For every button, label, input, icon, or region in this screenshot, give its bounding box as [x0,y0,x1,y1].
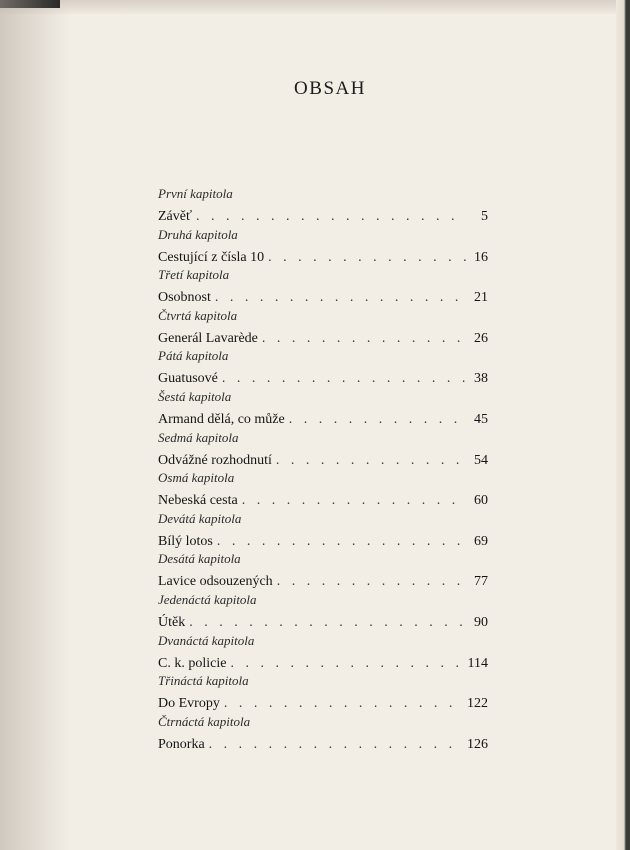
page-right-edge [616,0,630,850]
toc-line [158,650,488,673]
dot-leader [262,330,466,348]
toc-line [158,365,488,388]
chapter-title: Lavice odsouzených [158,574,273,590]
chapter-label: Sedmá kapitola [158,429,239,445]
toc-line [158,528,488,551]
toc-line [158,244,488,267]
chapter-title: Armand dělá, co může [158,411,285,427]
toc-entry [158,633,488,674]
toc-line [158,568,488,591]
dot-leader [189,614,466,632]
dot-leader [242,492,466,510]
page-number: 122 [467,696,488,712]
dot-leader [217,533,466,551]
chapter-label: Třetí kapitola [158,267,230,283]
toc-entry [158,511,488,552]
page-number: 26 [474,330,488,346]
dot-leader [268,249,466,267]
toc-line [158,690,488,713]
dot-leader [215,289,466,307]
page-number: 60 [474,493,488,509]
chapter-label: Třináctá kapitola [158,673,249,689]
page-number: 77 [474,574,488,590]
page-number: 54 [474,452,488,468]
page-number: 126 [467,736,488,752]
dot-leader [276,452,466,470]
chapter-label: Šestá kapitola [158,388,232,404]
chapter-label: Osmá kapitola [158,470,235,486]
toc-entry [158,714,488,755]
chapter-label: Pátá kapitola [158,348,229,364]
toc-line [158,487,488,510]
chapter-title: C. k. policie [158,655,227,671]
page-number: 21 [474,290,488,306]
chapter-title: Ponorka [158,736,205,752]
chapter-title: Závěť [158,209,192,224]
chapter-title: Bílý lotos [158,533,213,549]
page-number: 114 [467,655,488,671]
dot-leader [224,695,463,713]
chapter-label: Jedenáctá kapitola [158,591,257,607]
chapter-label: Čtvrtá kapitola [158,307,238,323]
page-number: 5 [481,209,488,224]
dot-leader [222,370,466,388]
page-number: 69 [474,533,488,549]
page-number: 45 [474,411,488,427]
toc-entry [158,186,488,227]
toc-entry [158,389,488,430]
chapter-label: První kapitola [158,186,233,201]
table-of-contents [158,186,488,754]
chapter-title: Útěk [158,614,186,630]
toc-entry [158,348,488,389]
chapter-title: Osobnost [158,290,211,306]
chapter-title: Nebeská cesta [158,493,238,509]
toc-line [158,203,488,226]
dot-leader [277,573,466,591]
chapter-title: Odvážné rozhodnutí [158,452,272,468]
toc-entry [158,592,488,633]
page-gutter-shadow [0,0,70,850]
toc-entry [158,227,488,268]
chapter-title: Guatusové [158,371,218,387]
toc-entry [158,673,488,714]
chapter-label: Dvanáctá kapitola [158,632,255,648]
chapter-label: Čtrnáctá kapitola [158,713,251,729]
toc-line [158,609,488,632]
dot-leader [230,655,463,673]
chapter-title: Do Evropy [158,696,220,712]
page-top-edge [0,0,630,14]
toc-line [158,325,488,348]
dot-leader [209,736,463,754]
chapter-title: Generál Lavarède [158,330,258,346]
chapter-title: Cestující z čísla 10 [158,249,265,265]
chapter-label: Druhá kapitola [158,226,238,242]
dot-leader [196,208,466,226]
toc-entry [158,430,488,471]
toc-line [158,731,488,754]
dot-leader [289,411,466,429]
toc-entry [158,308,488,349]
toc-line [158,447,488,470]
page-number: 16 [474,249,488,265]
chapter-label: Devátá kapitola [158,510,242,526]
chapter-label: Desátá kapitola [158,551,241,567]
toc-line [158,406,488,429]
toc-entry [158,551,488,592]
toc-entry [158,267,488,308]
page-title: OBSAH [294,78,366,99]
page-number: 38 [474,371,488,387]
toc-entry [158,470,488,511]
page-number: 90 [474,614,488,630]
toc-line [158,284,488,307]
